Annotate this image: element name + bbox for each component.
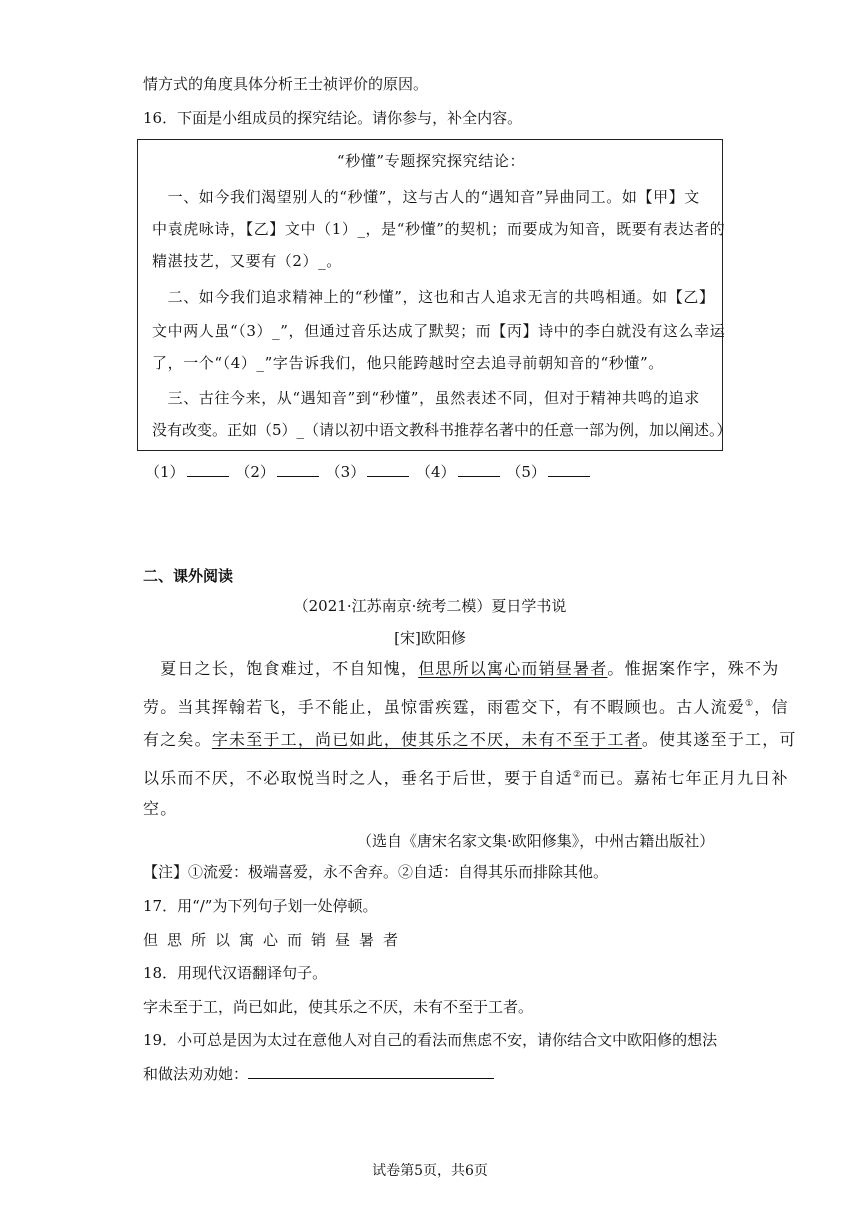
box-p2c: 了，一个“（4）_”字告诉我们，他只能跨越时空去追寻前朝知音的“秒懂”。 — [152, 354, 664, 372]
passage-text: 以乐而不厌，不必取悦当时之人，垂名于后世，要于自适 — [143, 768, 574, 788]
footnote-marker-1: ① — [745, 699, 755, 709]
passage-line-5: 空。 — [143, 799, 178, 818]
question-19-prompt: 和做法劝劝她： — [143, 1065, 249, 1083]
question-16: 16．下面是小组成员的探究结论。请你参与，补全内容。 — [143, 109, 523, 127]
passage-line-3 — [143, 730, 797, 750]
passage-note: 【注】①流爱：极端喜爱，永不舍弃。②自适：自得其乐而排除其他。 — [143, 863, 609, 881]
answer-blank-2[interactable] — [277, 462, 319, 477]
answer-line — [145, 462, 592, 482]
passage-line-1 — [143, 659, 779, 679]
underlined-phrase-2: 字未至于工，尚已如此，使其乐之不厌，未有不至于工者 — [211, 730, 642, 749]
footnote-marker-2: ② — [573, 770, 583, 780]
conclusion-box — [137, 139, 732, 451]
answer-label-3: （3） — [325, 463, 366, 481]
box-title: “秒懂”专题探究探究结论： — [336, 152, 526, 170]
underlined-phrase-1: 但思所以寓心而销昼暑者 — [418, 659, 608, 678]
question-18-sentence: 字未至于工，尚已如此，使其乐之不厌，未有不至于工者。 — [143, 998, 534, 1016]
answer-label-4: （4） — [415, 463, 456, 481]
question-19-line-1: 19．小可总是因为太过在意他人对自己的看法而焦虑不安，请你结合文中欧阳修的想法 — [143, 1031, 718, 1049]
box-p3b: 没有改变。正如（5）_（请以初中语文教科书推荐名著中的任意一部为例，加以阐述。） — [152, 421, 732, 439]
box-p1b: 中袁虎咏诗，【乙】文中（1）_，是“秒懂”的契机；而要成为知音，既要有表达者的 — [152, 220, 726, 238]
passage-text: 夏日之长，饱食难过，不自知愧， — [143, 659, 419, 678]
box-p3a: 三、古往今来，从“遇知音”到“秒懂”，虽然表述不同，但对于精神共鸣的追求 — [152, 389, 700, 407]
passage-title: （2021·江苏南京·统考二模）夏日学书说 — [293, 597, 567, 615]
passage-line-4 — [143, 765, 789, 788]
answer-blank-4[interactable] — [458, 462, 500, 477]
question-18: 18．用现代汉语翻译句子。 — [143, 964, 328, 982]
answer-blank-3[interactable] — [367, 462, 409, 477]
answer-blank-5[interactable] — [548, 462, 590, 477]
box-p2a: 二、如今我们追求精神上的“秒懂”，这也和古人追求无言的共鸣相通。如【乙】 — [152, 288, 715, 306]
answer-blank-1[interactable] — [187, 462, 229, 477]
passage-author: [宋]欧阳修 — [394, 629, 466, 647]
answer-label-2: （2） — [235, 463, 275, 481]
passage-text: 有之矣。 — [143, 730, 212, 749]
question-19-line-2 — [143, 1064, 494, 1084]
passage-text: ，信 — [754, 697, 789, 717]
box-p1c: 精湛技艺，又要有（2）_。 — [152, 252, 342, 270]
passage-text: 。使其遂至于工，可 — [641, 730, 797, 749]
answer-label-1: （1） — [145, 463, 185, 481]
page-footer: 试卷第5页，共6页 — [372, 1163, 488, 1179]
box-p2b: 文中两人虽“（3）_”，但通过音乐达成了默契；而【丙】诗中的李白就没有这么幸运 — [152, 322, 726, 340]
passage-line-2 — [143, 694, 789, 717]
answer-label-5: （5） — [506, 463, 546, 481]
passage-text: 劳。当其挥翰若飞，手不能止，虽惊雷疾霆，雨雹交下，有不暇顾也。古人流爱 — [143, 697, 746, 717]
passage-source: （选自《唐宋名家文集·欧阳修集》，中州古籍出版社） — [357, 832, 715, 850]
question-17: 17．用“/”为下列句子划一处停顿。 — [143, 897, 378, 915]
question-17-sentence[interactable]: 但思所以寓心而销昼暑者 — [143, 931, 408, 949]
answer-blank-19[interactable] — [248, 1064, 494, 1079]
passage-text: 而已。嘉祐七年正月九日补 — [582, 768, 789, 788]
section-heading: 二、课外阅读 — [143, 567, 234, 585]
passage-text: 。惟据案作字，殊不为 — [607, 659, 780, 678]
line-analysis-end: 情方式的角度具体分析王士祯评价的原因。 — [143, 75, 429, 93]
box-p1a: 一、如今我们渴望别人的“秒懂”，这与古人的“遇知音”异曲同工。如【甲】文 — [152, 188, 700, 206]
